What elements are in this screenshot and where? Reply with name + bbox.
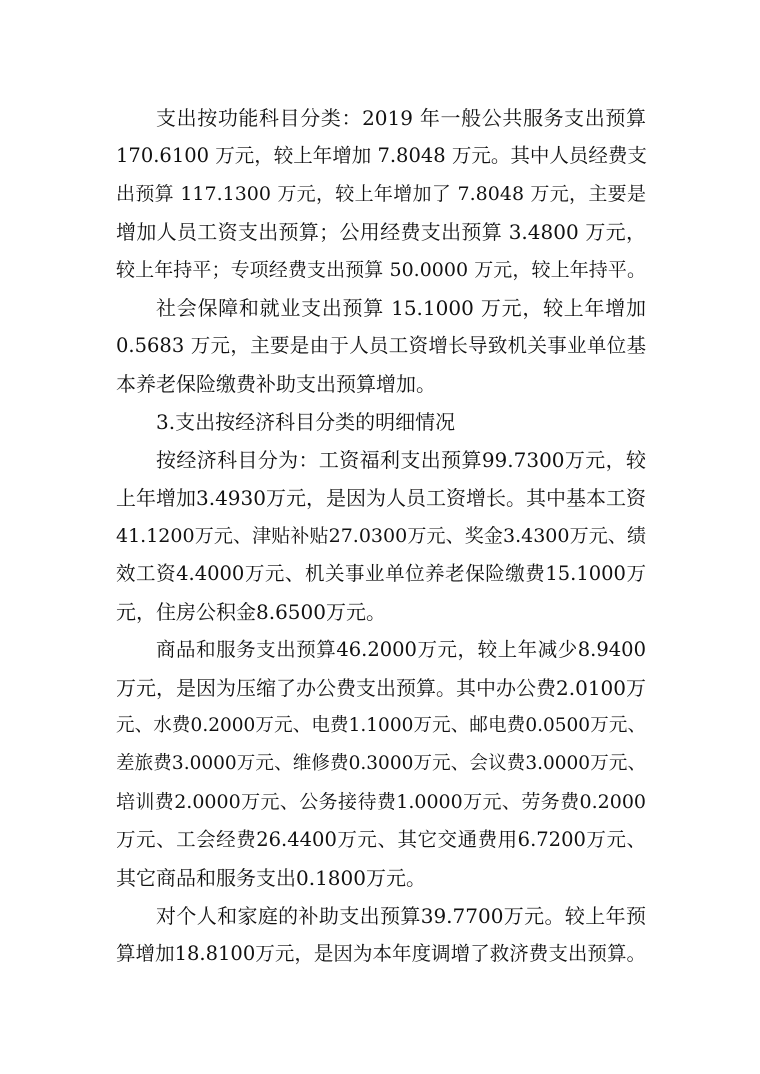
section-heading: 3.支出按经济科目分类的明细情况 [156,410,456,434]
text-line-2: 170.6100 万元，较上年增加 7.8048 万元。其中人员经费支 [116,144,647,167]
text-line-7: 0.5683 万元，主要是由于人员工资增长导致机关事业单位基 [116,334,646,357]
text-line-8: 本养老保险缴费补助支出预算增加。 [116,372,436,396]
text-line-21: 其它商品和服务支出0.1800万元。 [116,866,426,890]
text-line-16: 万元，是因为压缩了办公费支出预算。其中办公费2.0100万 [116,676,646,700]
text-line-23: 算增加18.8100万元，是因为本年度调增了救济费支出预算。 [116,942,646,965]
text-line-5: 较上年持平；专项经费支出预算 50.0000 万元，较上年持平。 [116,259,646,281]
text-line-14: 元，住房公积金8.6500万元。 [116,600,386,624]
text-line-18: 差旅费3.0000万元、维修费0.3000万元、会议费3.0000万元、 [116,753,646,774]
text-line-6: 社会保障和就业支出预算 15.1000 万元，较上年增加 [156,296,646,320]
text-line-1: 支出按功能科目分类：2019 年一般公共服务支出预算 [156,106,646,130]
text-line-15: 商品和服务支出预算46.2000万元，较上年减少8.9400 [156,638,646,661]
text-line-22: 对个人和家庭的补助支出预算39.7700万元。较上年预 [156,904,646,928]
text-line-10: 按经济科目分为：工资福利支出预算99.7300万元，较 [156,448,646,472]
text-line-20: 万元、工会经费26.4400万元、其它交通费用6.7200万元、 [116,828,646,851]
text-line-11: 上年增加3.4930万元，是因为人员工资增长。其中基本工资 [116,486,646,510]
text-line-12: 41.1200万元、津贴补贴27.0300万元、奖金3.4300万元、绩 [116,525,646,547]
text-line-17: 元、水费0.2000万元、电费1.1000万元、邮电费0.0500万元、 [116,715,646,736]
text-line-19: 培训费2.0000万元、公务接待费1.0000万元、劳务费0.2000 [116,791,646,813]
text-line-3: 出预算 117.1300 万元，较上年增加了 7.8048 万元，主要是 [116,183,646,205]
text-line-13: 效工资4.4000万元、机关事业单位养老保险缴费15.1000万 [116,562,646,585]
text-line-4: 增加人员工资支出预算；公用经费支出预算 3.4800 万元， [116,220,646,244]
